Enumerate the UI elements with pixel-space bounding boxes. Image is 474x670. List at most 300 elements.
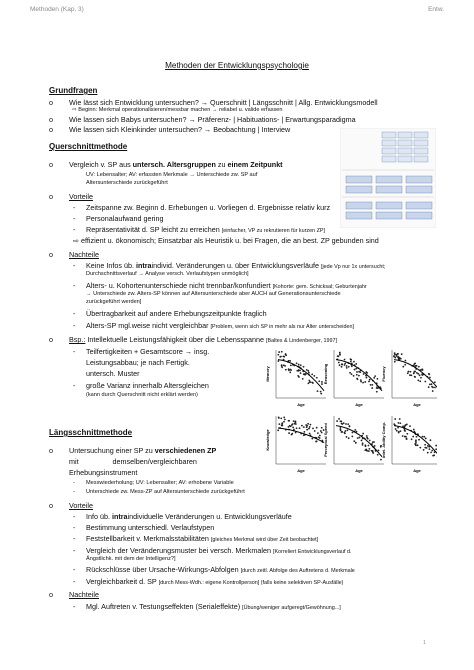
plot-ylabel: Knowledge (265, 429, 270, 451)
bullet-marker: o (49, 160, 53, 169)
scatter-point (417, 379, 419, 381)
scatter-point (378, 449, 380, 451)
nachteil-1-note: Durchschnittsverlauf → Analyse versch. Verlaufstypen unmöglich] (86, 271, 249, 277)
scatter-point (419, 447, 421, 449)
scatter-point (362, 444, 364, 446)
scatterplot-panel (265, 416, 326, 473)
scatter-point (277, 429, 279, 431)
scatter-point (354, 429, 356, 431)
scatter-point (394, 352, 396, 354)
scatter-point (344, 432, 346, 434)
text-run-bold: intra (135, 261, 152, 270)
scatter-point (341, 421, 343, 423)
bullet-marker: o (49, 115, 53, 124)
dash-marker: - (73, 546, 76, 555)
scatter-point (420, 377, 422, 379)
scatter-point (394, 418, 396, 420)
plot-xlabel: Age (297, 468, 305, 473)
beispiel-line (69, 335, 337, 346)
scatter-point (349, 426, 351, 428)
scatter-point (346, 367, 348, 369)
scatter-point (319, 435, 321, 437)
scatter-point (355, 368, 357, 370)
scatter-point (405, 360, 407, 362)
scatter-point (410, 371, 412, 373)
scatter-point (281, 351, 283, 353)
scatter-point (313, 375, 315, 377)
vorteil-1: Zeitspanne zw. Beginn d. Erhebungen u. Vorliegen d. Ergebnisse relativ kurz (86, 203, 331, 212)
scatter-point (345, 423, 347, 425)
scatter-point (400, 430, 402, 432)
plot-ylabel: Intel. Ability Comp. (381, 421, 386, 459)
scatter-point (356, 371, 358, 373)
text-run: Vergleich der Veränderungsmuster bei versch. Merkmalen (86, 546, 273, 555)
scatterplot-panel (381, 416, 437, 473)
scatter-point (405, 424, 407, 426)
scatter-point (407, 371, 409, 373)
scatter-point (280, 356, 282, 358)
plot-xlabel: Age (413, 468, 421, 473)
trend-line (278, 360, 324, 391)
l-vorteil-5 (86, 565, 355, 576)
scatter-point (304, 374, 306, 376)
text-run-small: [jede Vp nur 1x untersucht; (320, 264, 386, 270)
scatter-point (296, 427, 298, 429)
scatter-point (431, 450, 433, 452)
scatter-point (417, 444, 419, 446)
text-run: Vergleich v. SP aus (69, 160, 133, 169)
scatter-point (355, 363, 357, 365)
plot-xlabel: Age (355, 468, 363, 473)
plot-ylabel: Perceptual Speed (323, 423, 328, 457)
scatter-point (412, 436, 414, 438)
bullet-marker: o (49, 590, 53, 599)
scatter-point (292, 426, 294, 428)
scatter-point (359, 437, 361, 439)
scatter-point (308, 380, 310, 382)
scatter-point (317, 390, 319, 392)
scatter-point (316, 440, 318, 442)
scatter-point (358, 375, 360, 377)
scatter-point (365, 445, 367, 447)
laengsschnitt-definition-2: mit demselben/vergleichbaren (69, 457, 197, 466)
scatter-point (355, 442, 357, 444)
dash-marker: - (73, 225, 76, 234)
scatter-point (316, 377, 318, 379)
scatter-point (366, 450, 368, 452)
vorteile-label: Vorteile (69, 501, 93, 510)
scatter-point (291, 433, 293, 435)
section-heading-laengsschnitt: Längsschnittmethode (49, 428, 133, 437)
nachteil-3: Übertragbarkeit auf andere Erhebungszeitpunkte fraglich (86, 309, 267, 318)
scatter-point (340, 427, 342, 429)
scatter-point (368, 445, 370, 447)
scatter-point (348, 366, 350, 368)
scatter-point (346, 436, 348, 438)
scatter-point (353, 375, 355, 377)
scatter-point (284, 419, 286, 421)
scatter-point (432, 387, 434, 389)
scatter-point (336, 420, 338, 422)
vorteil-4: ⇨ effizient u. ökonomisch; Einsatzbar als Heuristik u. bei Fragen, die an best. ZP gebunden sind (73, 236, 379, 245)
scatter-point (393, 423, 395, 425)
grundfrage-3: Wie lassen sich Kleinkinder untersuchen? → Beobachtung | Interview (69, 125, 291, 134)
scatter-point (397, 353, 399, 355)
scatter-point (307, 382, 309, 384)
scatter-point (424, 381, 426, 383)
scatter-point (399, 418, 401, 420)
scatter-point (288, 368, 290, 370)
text-run-bold: einem Zeitpunkt (227, 160, 283, 169)
dash-marker: - (73, 321, 76, 330)
scatter-point (413, 371, 415, 373)
scatter-point (342, 423, 344, 425)
scatter-point (409, 374, 411, 376)
scatter-point (308, 372, 310, 374)
text-run: Untersuchung einer SP zu (69, 446, 155, 455)
scatter-point (288, 432, 290, 434)
scatter-point (427, 452, 429, 454)
scatter-point (307, 370, 309, 372)
scatter-point (427, 445, 429, 447)
scatter-point (357, 378, 359, 380)
scatter-point (398, 422, 400, 424)
scatter-point (308, 428, 310, 430)
text-run-small: [Korreliert Entwicklungsverlauf d. (272, 549, 352, 555)
scatter-point (420, 369, 422, 371)
text-run: individuelle Veränderungen u. Entwicklungsverläufe (127, 512, 292, 521)
scatter-point (406, 438, 408, 440)
scatter-point (374, 445, 376, 447)
scatter-point (303, 434, 305, 436)
scatter-point (311, 373, 313, 375)
scatter-point (299, 370, 301, 372)
scatter-point (306, 369, 308, 371)
scatter-point (374, 375, 376, 377)
scatter-point (283, 421, 285, 423)
scatter-point (344, 363, 346, 365)
scatter-point (368, 448, 370, 450)
scatter-point (347, 423, 349, 425)
dash-marker: - (73, 480, 75, 486)
page-title: Methoden der Entwicklungspsychologie (165, 61, 309, 70)
scatter-point (414, 362, 416, 364)
scatter-point (339, 364, 341, 366)
text-run-small: [durch zeitl. Abfolge des Auftretens d. Merkmale (240, 568, 355, 574)
nachteile-label: Nachteile (69, 590, 99, 599)
scatter-point (306, 425, 308, 427)
scatter-point (290, 364, 292, 366)
scatter-point (356, 374, 358, 376)
scatter-point (351, 373, 353, 375)
scatter-point (289, 360, 291, 362)
scatter-point (280, 417, 282, 419)
text-run-bold: verschiedenen ZP (154, 446, 217, 455)
scatter-point (351, 365, 353, 367)
trend-line (394, 360, 437, 391)
l-vorteil-1 (86, 512, 292, 521)
scatter-point (352, 432, 354, 434)
scatter-point (316, 427, 318, 429)
scatter-point (377, 378, 379, 380)
scatter-point (363, 373, 365, 375)
scatter-point (362, 433, 364, 435)
scatter-point (317, 432, 319, 434)
l-vorteil-3 (86, 534, 318, 545)
text-run: Rückschlüsse über Ursache-Wirkungs-Abfolgen (86, 565, 241, 574)
scatter-point (421, 374, 423, 376)
scatter-point (419, 380, 421, 382)
scatter-point (346, 365, 348, 367)
scatter-point (350, 361, 352, 363)
scatter-point (413, 373, 415, 375)
scatter-point (339, 354, 341, 356)
scatter-point (425, 438, 427, 440)
l-vorteil-4-note: Ängstlichk. mit dem der Intelligenz?] (86, 556, 176, 562)
bullet-marker: o (49, 501, 53, 510)
scatter-point (366, 372, 368, 374)
scatter-point (285, 353, 287, 355)
text-run: Intellektuelle Leistungsfähigkeit über die Lebensspanne (85, 335, 267, 344)
scatter-point (429, 383, 431, 385)
scatter-point (354, 369, 356, 371)
scatter-point (360, 381, 362, 383)
scatter-point (299, 427, 301, 429)
scatter-point (415, 439, 417, 441)
scatter-point (362, 442, 364, 444)
grundfrage-2: Wie lassen sich Babys untersuchen? → Präferenz- | Habituations- | Erwartungsparadigma (69, 115, 356, 124)
page-header (30, 6, 444, 13)
nachteil-4 (86, 321, 354, 332)
scatter-point (290, 369, 292, 371)
beispiel-item-1b: Leistungsabbau; je nach Fertigk. (86, 358, 190, 367)
nachteil-2-note-1: → Unterschiede zw. Alters-SP können auf Altersunterschiede aber AUCH auf Generationsunterschiede (86, 291, 341, 297)
scatter-point (395, 428, 397, 430)
l-nachteil-1 (86, 602, 341, 613)
scatterplot-panel (381, 350, 437, 407)
scatter-point (409, 425, 411, 427)
text-run: Alters-SP mgl.weise nicht vergleichbar (86, 321, 211, 330)
dash-marker: - (73, 534, 76, 543)
l-vorteil-2: Bestimmung unterschiedl. Verlaufstypen (86, 523, 215, 532)
scatter-point (320, 393, 322, 395)
scatter-point (310, 381, 312, 383)
scatter-point (406, 433, 408, 435)
plot-ylabel: Memory (265, 366, 270, 382)
text-run: Vergleichbarkeit d. SP (86, 577, 159, 586)
page-number: 1 (422, 640, 426, 646)
text-run-bold: untersch. Altersgruppen (132, 160, 216, 169)
header-right: Entw. (428, 6, 444, 13)
scatter-point (366, 377, 368, 379)
scatter-point (348, 437, 350, 439)
scatter-point (303, 426, 305, 428)
plot-ylabel: Reasoning (323, 363, 328, 385)
beispiel-item-2: große Varianz innerhalb Altersgleichen (86, 381, 209, 390)
scatter-point (394, 357, 396, 359)
scatter-point (289, 371, 291, 373)
nachteile-label: Nachteile (69, 250, 99, 259)
text-run-small: [durch Mess-Wdh.: eigene Kontrollperson] (falls keine selektiven SP-Ausfälle) (158, 580, 344, 586)
text-run-small: [Übung/weniger aufgeregt/Gewöhnung...] (242, 605, 341, 611)
scatter-point (434, 381, 436, 383)
laengsschnitt-sub-1: Messwiederholung; UV: Lebensalter; AV: erhobene Variable (86, 480, 234, 486)
scatter-point (357, 437, 359, 439)
scatter-point (309, 433, 311, 435)
scatter-point (338, 362, 340, 364)
scatter-point (413, 429, 415, 431)
scatter-point (416, 365, 418, 367)
scatter-point (344, 359, 346, 361)
scatter-point (402, 435, 404, 437)
scatter-point (303, 366, 305, 368)
scatter-point (376, 387, 378, 389)
scatter-point (366, 435, 368, 437)
trend-line (336, 426, 382, 457)
plot-xlabel: Age (355, 402, 363, 407)
text-run: Bsp.: (69, 335, 86, 344)
beispiel-item-1c: untersch. Muster (86, 369, 140, 378)
dash-marker: - (73, 577, 76, 586)
scatterplot-grid (262, 346, 437, 480)
scatter-point (404, 436, 406, 438)
scatter-point (404, 364, 406, 366)
scatter-point (340, 429, 342, 431)
scatter-point (377, 454, 379, 456)
scatter-point (318, 380, 320, 382)
text-run: Mgl. Auftreten v. Testungseffekten (Serialeffekte) (86, 602, 243, 611)
scatter-point (434, 387, 436, 389)
dash-marker: - (73, 261, 76, 270)
scatter-point (429, 448, 431, 450)
plot-xlabel: Age (413, 402, 421, 407)
laengsschnitt-definition-1 (69, 446, 216, 455)
scatter-point (307, 423, 309, 425)
scatter-point (358, 371, 360, 373)
scatter-point (424, 444, 426, 446)
scatter-point (423, 449, 425, 451)
scatter-point (371, 384, 373, 386)
scatter-point (416, 436, 418, 438)
scatter-point (344, 430, 346, 432)
scatter-point (351, 436, 353, 438)
scatter-point (294, 423, 296, 425)
scatter-point (404, 429, 406, 431)
scatter-point (401, 353, 403, 355)
dash-marker: - (73, 565, 76, 574)
dash-marker: - (73, 523, 76, 532)
plot-xlabel: Age (297, 402, 305, 407)
dash-marker: - (73, 489, 75, 495)
section-heading-grundfragen: Grundfragen (49, 86, 98, 95)
scatter-point (418, 439, 420, 441)
scatter-point (339, 352, 341, 354)
vorteil-2: Personalaufwand gering (86, 214, 164, 223)
plot-ylabel: Fluency (381, 366, 386, 382)
scatter-point (277, 360, 279, 362)
scatter-point (301, 425, 303, 427)
scatter-point (353, 440, 355, 442)
beispiel-note: (kann durch Querschnitt nicht erklärt werden) (86, 392, 198, 398)
scatter-point (432, 390, 434, 392)
scatter-point (277, 354, 279, 356)
text-run-small: [Baltes & Lindenberger, 1997] (266, 338, 338, 344)
scatter-point (311, 382, 313, 384)
scatterplot-panel (323, 350, 384, 407)
scatter-point (431, 383, 433, 385)
text-run: Repräsentativität d. SP leicht zu erreichen (86, 225, 222, 234)
scatter-point (350, 359, 352, 361)
header-left: Methoden (Kap. 3) (30, 6, 84, 13)
scatterplot-panel (265, 350, 326, 407)
scatter-point (428, 373, 430, 375)
scatter-point (349, 372, 351, 374)
bullet-marker: o (49, 250, 53, 259)
bullet-marker: o (49, 446, 53, 455)
scatter-point (368, 381, 370, 383)
scatter-point (344, 364, 346, 366)
scatter-point (367, 438, 369, 440)
bullet-marker: o (49, 335, 53, 344)
scatter-point (369, 440, 371, 442)
scatter-point (341, 431, 343, 433)
laengsschnitt-definition-3: Erhebungsinstrument (69, 468, 138, 477)
scatter-point (341, 363, 343, 365)
nachteil-2-note-2: zurückgeführt werden] (86, 299, 142, 305)
scatter-point (399, 422, 401, 424)
scatter-point (300, 372, 302, 374)
scatter-point (407, 372, 409, 374)
scatter-point (298, 376, 300, 378)
scatter-point (278, 423, 280, 425)
scatter-point (402, 366, 404, 368)
scatter-point (281, 425, 283, 427)
text-run-small: [einfacher, VP zu rekrutieren für kurzen ZP] (221, 228, 325, 234)
scatter-point (310, 424, 312, 426)
scatter-point (416, 372, 418, 374)
scatter-point (283, 356, 285, 358)
scatter-point (300, 364, 302, 366)
vorteil-3 (86, 225, 325, 236)
scatter-point (288, 420, 290, 422)
scatter-point (283, 416, 285, 418)
text-run: Feststellbarkeit v. Merkmalsstabilitäten (86, 534, 211, 543)
scatter-point (430, 439, 432, 441)
scatter-point (400, 358, 402, 360)
scatter-point (318, 436, 320, 438)
querschnitt-uv-2: Altersunterschiede zurückgeführt (86, 180, 168, 186)
scatter-point (296, 362, 298, 364)
kohorten-diagram (340, 128, 436, 228)
scatter-point (353, 361, 355, 363)
scatter-point (311, 438, 313, 440)
scatter-point (306, 429, 308, 431)
grundfrage-1: Wie lässt sich Entwicklung untersuchen? → Querschnitt | Längsschnitt | Allg. Entwicklungsmodell (69, 98, 378, 107)
plot-axis (334, 350, 384, 398)
vorteile-label: Vorteile (69, 192, 93, 201)
laengsschnitt-sub-2: Unterschiede zw. Mess-ZP auf Altersunterschiede zurückgeführt (86, 489, 245, 495)
scatter-point (278, 416, 280, 418)
scatter-point (398, 432, 400, 434)
scatter-point (376, 391, 378, 393)
querschnitt-definition (69, 160, 283, 169)
scatter-point (278, 351, 280, 353)
text-run: individ. Veränderungen u. über Entwicklungsverläufe (151, 261, 321, 270)
l-vorteil-6 (86, 577, 343, 588)
dash-marker: - (73, 381, 76, 390)
scatter-point (292, 423, 294, 425)
scatter-point (302, 378, 304, 380)
